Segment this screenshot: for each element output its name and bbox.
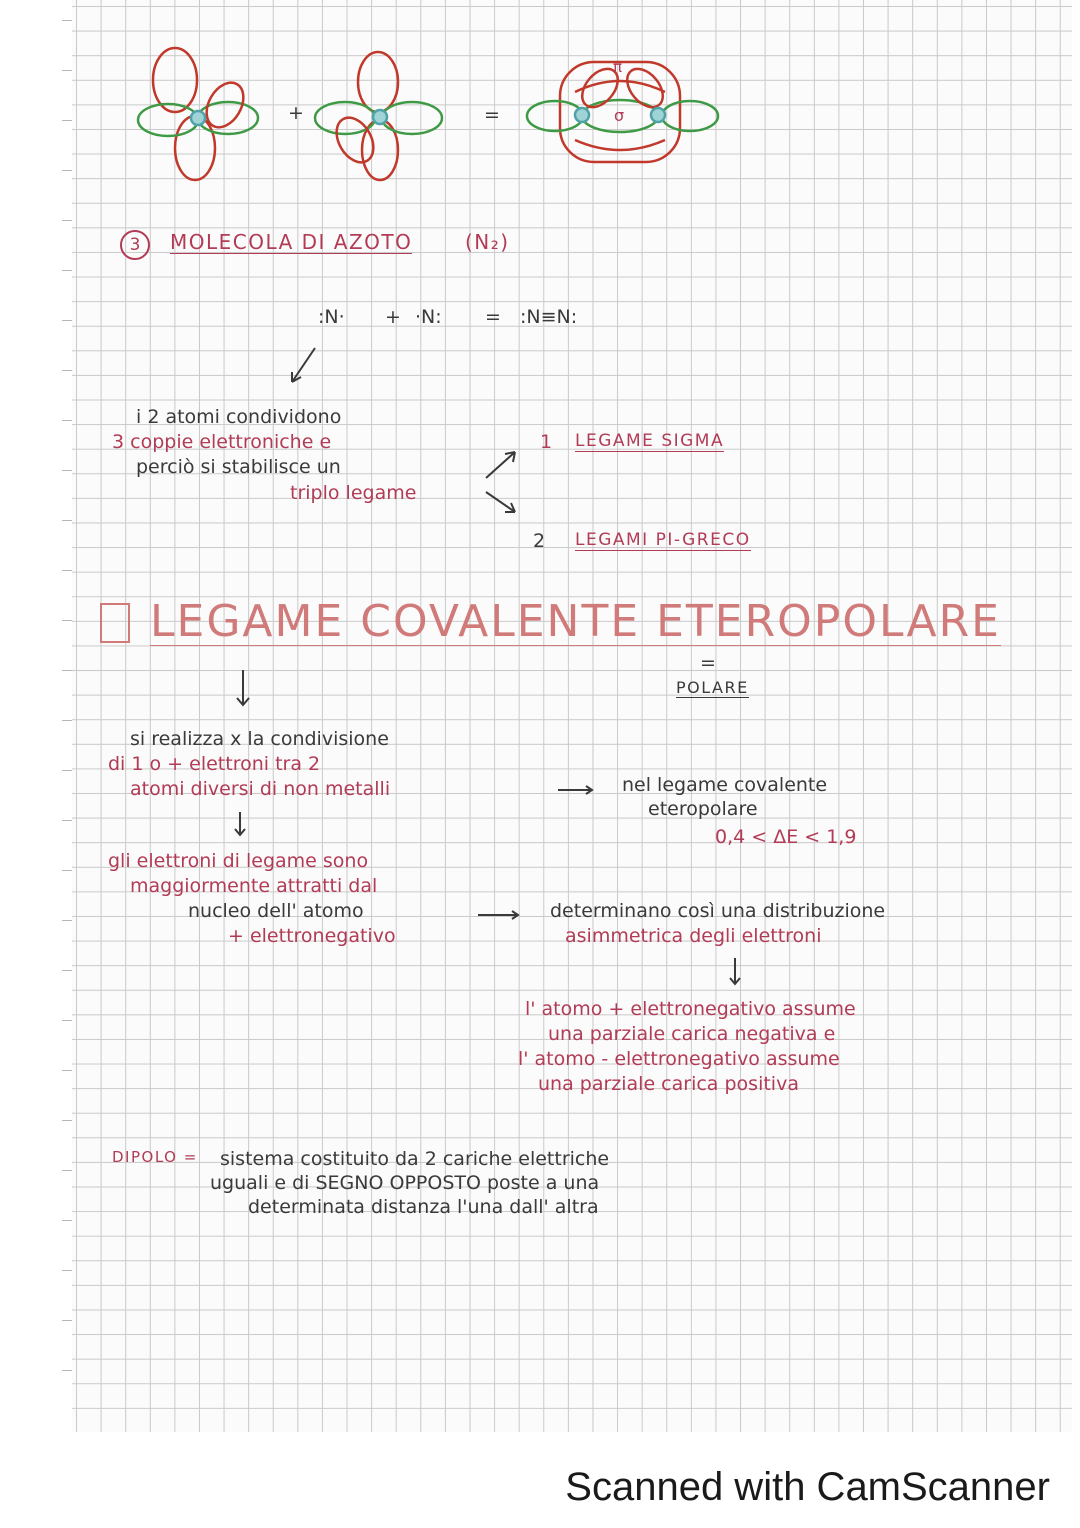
explanation-line-2: 3 coppie elettroniche e [112, 431, 332, 453]
result-line-1: nel legame covalente [622, 774, 828, 796]
distribution-line-1: determinano così una distribuzione [550, 900, 886, 922]
delta-range: 0,4 < ΔE < 1,9 [715, 826, 857, 848]
orbital-atom-left [138, 48, 258, 180]
pi-label: LEGAMI PI-GRECO [575, 530, 751, 550]
scanner-watermark: Scanned with CamScanner [565, 1465, 1050, 1509]
sigma-count: 1 [540, 431, 553, 453]
sigma-symbol: σ [614, 106, 625, 125]
heading-checkbox [100, 603, 130, 643]
lewis-plus: + [385, 306, 401, 328]
dipole-line-2: uguali e di SEGNO OPPOSTO poste a una [210, 1172, 600, 1194]
dipole-label: DIPOLO = [112, 1148, 198, 1166]
explanation-line-1: i 2 atomi condividono [136, 406, 342, 428]
heteropolar-title: LEGAME COVALENTE ETEROPOLARE [150, 596, 1001, 647]
lewis-result: :N≡N: [520, 306, 578, 328]
lewis-right-atom: ·N: [415, 306, 442, 328]
explanation-line-4: triplo legame [290, 482, 417, 504]
definition-line-1: si realizza x la condivisione [130, 728, 389, 750]
orbital-atom-right [315, 52, 442, 180]
definition-line-3: atomi diversi di non metalli [130, 778, 391, 800]
pi-count: 2 [533, 530, 546, 552]
section-title: MOLECOLA DI AZOTO [170, 230, 413, 254]
charge-line-3: l' atomo - elettronegativo assume [518, 1048, 840, 1070]
orbital-diagram [0, 0, 1080, 230]
attraction-line-2: maggiormente attratti dal [130, 875, 378, 897]
section-formula: (N₂) [465, 230, 510, 254]
dipole-line-1: sistema costituito da 2 cariche elettriche [220, 1148, 610, 1170]
distribution-line-2: asimmetrica degli elettroni [565, 925, 822, 947]
charge-line-1: l' atomo + elettronegativo assume [525, 998, 856, 1020]
dipole-line-3: determinata distanza l'una dall' altra [248, 1196, 599, 1218]
attraction-line-4: + elettronegativo [228, 925, 396, 947]
definition-line-2: di 1 o + elettroni tra 2 [108, 753, 321, 775]
lewis-equals: = [485, 306, 501, 328]
pi-symbol: π [613, 58, 623, 76]
lewis-left-atom: :N· [318, 306, 345, 328]
charge-line-2: una parziale carica negativa e [548, 1023, 836, 1045]
heteropolar-equals: = [700, 652, 716, 674]
attraction-line-3: nucleo dell' atomo [188, 900, 364, 922]
section-number: 3 [120, 230, 150, 260]
charge-line-4: una parziale carica positiva [538, 1073, 799, 1095]
sigma-label: LEGAME SIGMA [575, 431, 725, 451]
explanation-line-3: perciò si stabilisce un [136, 456, 341, 478]
result-line-2: eteropolare [648, 798, 758, 820]
orbital-plus: + [288, 102, 304, 124]
attraction-line-1: gli elettroni di legame sono [108, 850, 369, 872]
orbital-equals: = [484, 104, 500, 126]
heteropolar-synonym: POLARE [676, 678, 749, 697]
